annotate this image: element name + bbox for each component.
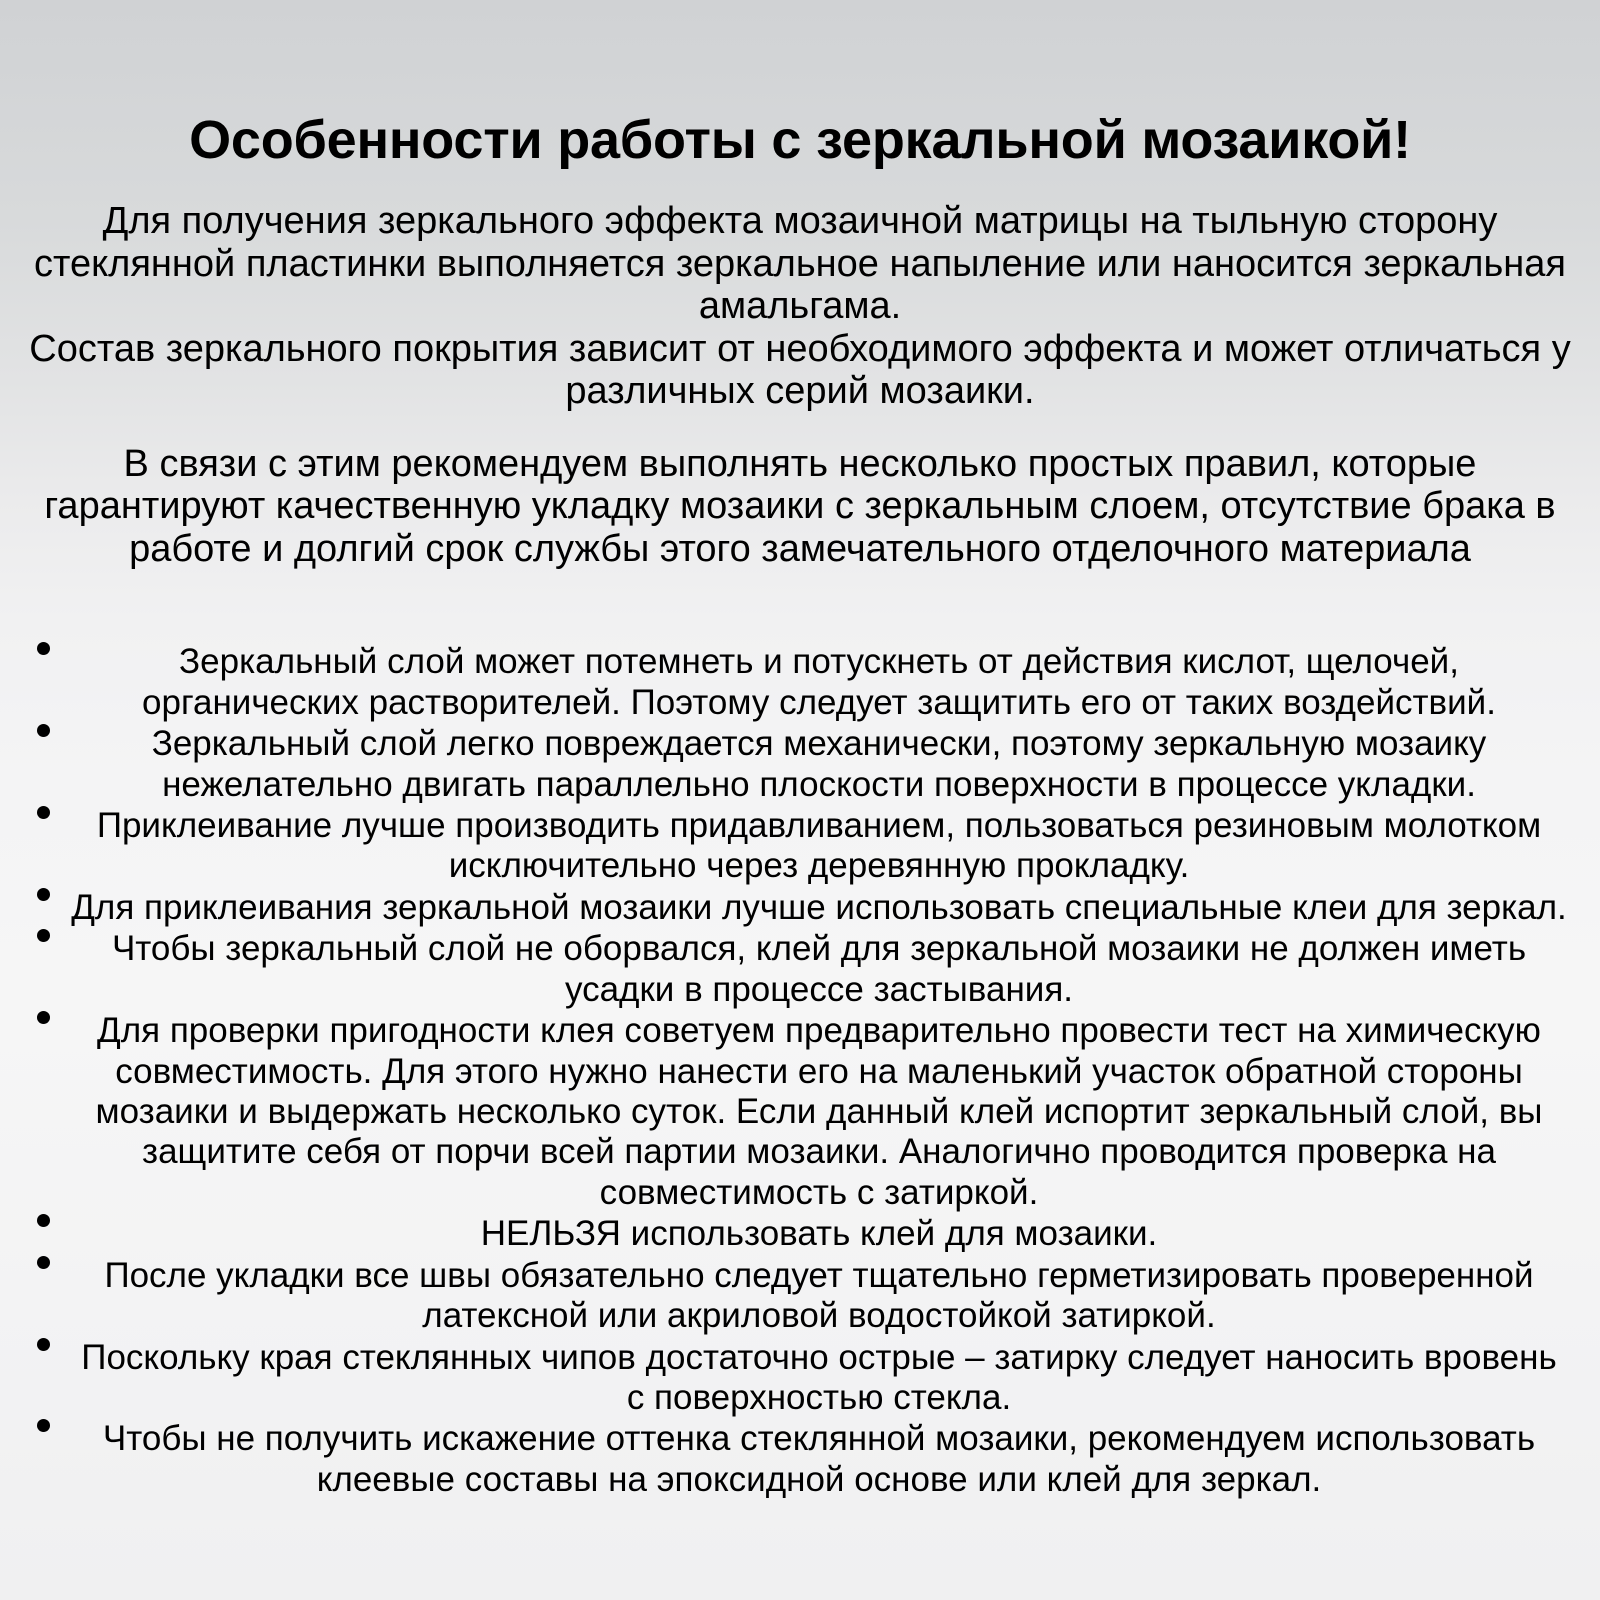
bullet-dot-icon [37,1256,50,1269]
bullet-dot-icon [37,806,50,819]
list-item [8,1338,1592,1419]
bullet-dot-icon [37,724,50,737]
list-item-text: Для приклеивания зеркальной мозаики лучше использовать специальные клеи для зеркал. [71,887,1567,927]
title-block [60,110,1540,170]
list-item-text: Для проверки пригодности клея советуем предварительно провести тест на химическую совместимость. Для этого нужно нанести его на маленький участок обратной стороны мозаики и выдержать несколько суток. Если данный клей испортит зеркальный слой, вы защитите себя от порчи всей партии мозаики. Аналогично проводится проверка на совместимость с затиркой. [95,1011,1543,1212]
list-item [8,888,1592,928]
list-item-text: Зеркальный слой может потемнеть и потускнеть от действия кислот, щелочей, органических растворителей. Поэтому следует защитить его от таких воздействий. [142,642,1496,722]
list-item [8,929,1592,1010]
list-item [8,1214,1592,1254]
slide-body [8,200,1592,1501]
list-item [8,642,1592,723]
list-item-text: Чтобы зеркальный слой не оборвался, клей для зеркальной мозаики не должен иметь усадки в процессе застывания. [111,929,1527,1009]
list-item [8,806,1592,887]
list-item [8,1256,1592,1337]
intro-paragraph-2: В связи с этим рекомендуем выполнять несколько простых правил, которые гарантируют качественную укладку мозаики с зеркальным слоем, отсутствие брака в работе и долгий срок службы этого замечательного отделочного материала [44,442,1556,570]
bullet-dot-icon [37,888,50,901]
intro-paragraph-1 [8,200,1592,413]
bullet-dot-icon [37,1214,50,1227]
list-item-text: После укладки все швы обязательно следует тщательно герметизировать проверенной латексной или акриловой водостойкой затиркой. [104,1255,1534,1336]
list-item [8,1011,1592,1213]
bullet-dot-icon [37,1338,50,1351]
list-item [8,1419,1592,1500]
bullet-dot-icon [37,1011,50,1024]
page-title: Особенности работы с зеркальной мозаикой! [189,110,1411,170]
list-item-text: Приклеивание лучше производить придавливанием, пользоваться резиновым молотком исключительно через деревянную прокладку. [96,806,1542,886]
intro-paragraph-1-sentence-1: Для получения зеркального эффекта мозаичной матрицы на тыльную сторону стеклянной пластинки выполняется зеркальное напыление или наносится зеркальная амальгама. [34,200,1566,328]
list-item-text: Чтобы не получить искажение оттенка стеклянной мозаики, рекомендуем использовать клеевые составы на эпоксидной основе или клей для зеркал. [102,1419,1536,1499]
list-item-text: НЕЛЬЗЯ использовать клей для мозаики. [480,1214,1158,1254]
list-item-text: Поскольку края стеклянных чипов достаточно острые – затирку следует наносить вровень с поверхностью стекла. [81,1337,1557,1417]
intro-paragraph-1-sentence-2: Состав зеркального покрытия зависит от необходимого эффекта и может отличаться у различных серий мозаики. [29,327,1571,413]
bullet-dot-icon [37,642,50,655]
list-item-text: Зеркальный слой легко повреждается механически, поэтому зеркальную мозаику нежелательно двигать параллельно плоскости поверхности в процессе укладки. [151,724,1487,804]
recommendations-list [8,642,1592,1500]
bullet-dot-icon [37,929,50,942]
list-item [8,724,1592,805]
bullet-dot-icon [37,1419,50,1432]
